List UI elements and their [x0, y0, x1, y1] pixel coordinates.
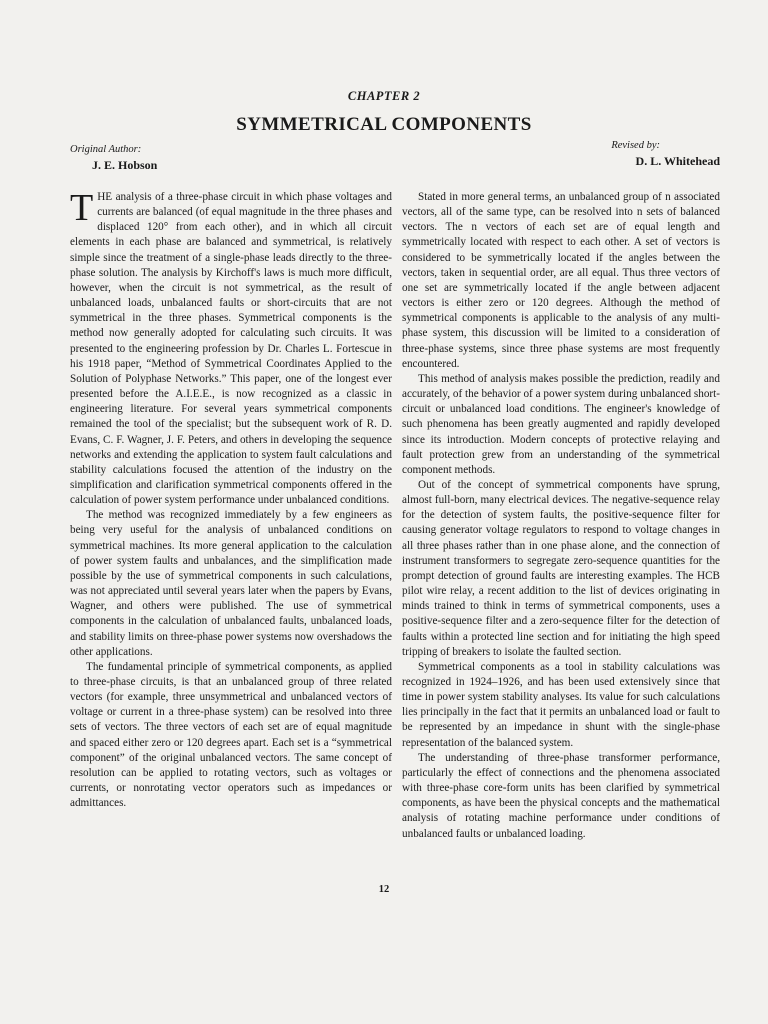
original-author-name: J. E. Hobson [92, 158, 158, 172]
reviser-credit [611, 140, 720, 169]
paragraph-text: HE analysis of a three-phase circuit in which phase voltages and currents are balanced (of equal magnitude in the three phases and displaced 120° from each other), and in which all circuit elements in each phase are balanced and symmetrical, is relatively simple since the treatment of a single-phase leads directly to the three-phase solution. The analysis by Kirchoff's laws is much more difficult, however, when the circuit is not symmetrical, as the result of unbalanced loads, unbalanced faults or short-circuits that are not symmetrical in the three phases. Symmetrical components is the method now generally adopted for calculating such circuits. It was presented to the engineering profession by Dr. Charles L. Fortescue in his 1918 paper, “Method of Symmetrical Coordinates Applied to the Solution of Polyphase Networks.” This paper, one of the longest ever presented before the A.I.E.E., is now recognized as a classic in engineering literature. For several years symmetrical components remained the tool of the specialist; but the subsequent work of R. D. Evans, C. F. Wagner, J. F. Peters, and others in developing the sequence networks and extending the application to system fault calculations and stability calculations focused the attention of the industry on the simplification and clarification symmetrical components offered in the calculation of power system performance under unbalanced conditions. [70, 191, 392, 507]
paragraph: Stated in more general terms, an unbalanced group of n associated vectors, all of the same type, can be resolved into n sets of balanced vectors. The n vectors of each set are of equal length and symmetrically located with respect to each other. A set of vectors is considered to be symmetrically located if the angles between the vectors, taken in sequential order, are all equal. Thus three vectors of one set are symmetrically located if the angle between adjacent vectors is either zero or 120 degrees. Although the method of symmetrical components is applicable to the analysis of any multi-phase system, this discussion will be limited to a consideration of three-phase systems, since three phase systems are most frequently encountered. [402, 191, 720, 370]
drop-cap: T [70, 187, 94, 229]
paragraph [70, 187, 392, 508]
paragraph: Out of the concept of symmetrical components have sprung, almost full-born, many electrical devices. The negative-sequence relay for the detection of system faults, the positive-sequence filter for causing generator voltage regulators to respond to voltage changes in all three phases rather than in one phase alone, and the connection of instrument transformers to segregate zero-sequence quantities for the prompt detection of ground faults are interesting examples. The HCB pilot wire relay, a recent addition to the list of devices originating in minds trained to think in terms of symmetrical components, uses a positive-sequence filter and a zero-sequence filter for the detection of faults within a protected line section and for initiating the high speed tripping of breakers to isolate the faulted section. [402, 478, 720, 658]
chapter-label: CHAPTER 2 [347, 89, 421, 103]
left-column [70, 187, 392, 811]
original-author-credit [70, 144, 157, 173]
paragraph: Symmetrical components as a tool in stability calculations was recognized in 1924–1926, and has been used extensively since that time in power system stability analyses. Its value for such calculations lies principally in the fact that it permits an unbalanced load or fault to be represented by an impedance in shunt with the single-phase representation of the balanced system. [402, 660, 720, 749]
paragraph: The fundamental principle of symmetrical components, as applied to three-phase circuits, is that an unbalanced group of three related vectors (for example, three unsymmetrical and unbalanced vectors of voltage or current in a three-phase system) can be resolved into three sets of vectors. The three vectors of each set are of equal magnitude and spaced either zero or 120 degrees apart. Each set is a “symmetrical component” of the original unbalanced vectors. The same concept of resolution can be applied to rotating vectors, such as voltages or currents, or nonrotating vector operators such as impedances or admittances. [70, 660, 392, 810]
reviser-role: Revised by: [611, 140, 660, 151]
paragraph: This method of analysis makes possible the prediction, readily and accurately, of the behavior of a power system during unbalanced short-circuit or unbalanced load conditions. The engineer's knowledge of such phenomena has been greatly augmented and rapidly developed since its introduction. Modern concepts of protective relaying and fault protection grew from an understanding of the symmetrical component methods. [402, 372, 720, 476]
original-author-role: Original Author: [70, 144, 142, 155]
right-column [402, 190, 720, 842]
page-number: 12 [378, 884, 390, 895]
paragraph: The method was recognized immediately by a few engineers as being very useful for the analysis of unbalanced conditions on symmetrical machines. Its more general application to the calculation of power system faults and unbalances, and the simplification made possible by the use of symmetrical components in such calculations, was not appreciated until several years later when the papers by Evans, Wagner, and others were published. The use of symmetrical components in the calculation of unbalanced faults, unbalanced loads, and stability limits on three-phase power systems now overshadows the other applications. [70, 509, 392, 658]
chapter-title: SYMMETRICAL COMPONENTS [236, 114, 532, 135]
paragraph: The understanding of three-phase transformer performance, particularly the effect of connections and the phenomena associated with three-phase core-form units has been clarified by symmetrical components, as have been the physical concepts and the mathematical analysis of rotating machine performance under conditions of unbalanced faults or unbalanced loading. [402, 751, 720, 840]
reviser-name: D. L. Whitehead [635, 154, 720, 168]
